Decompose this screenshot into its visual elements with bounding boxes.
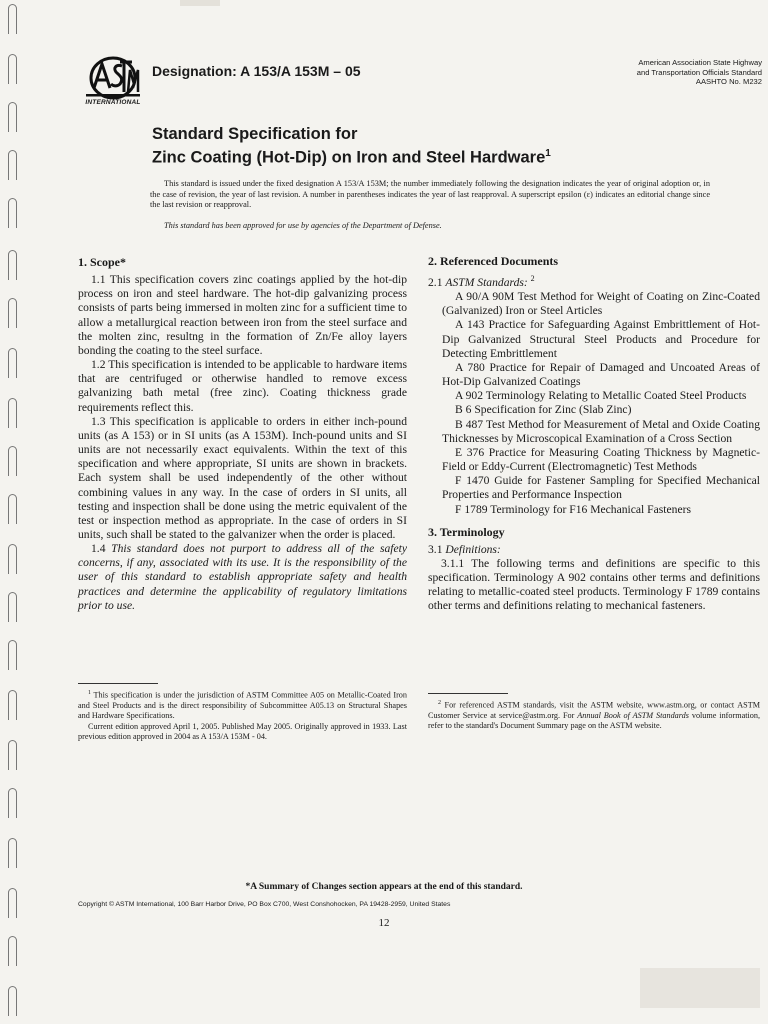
binding-mark — [8, 348, 17, 378]
reference-item: E 376 Practice for Measuring Coating Thickness by Magnetic-Field or Eddy-Current (Electromagnetic) Test Methods — [442, 445, 760, 474]
binding-mark — [8, 446, 17, 476]
binding-mark — [8, 690, 17, 720]
left-column — [78, 255, 407, 613]
binding-mark — [8, 544, 17, 574]
scan-speck — [180, 0, 220, 6]
reference-item: A 90/A 90M Test Method for Weight of Coating on Zinc-Coated (Galvanized) Iron or Steel Articles — [442, 290, 760, 318]
subsection-number: 2.1 — [428, 276, 443, 290]
scope-heading: 1. Scope* — [78, 255, 126, 269]
reference-item: F 1470 Guide for Fastener Sampling for Specified Mechanical Properties and Performance Inspection — [442, 474, 760, 502]
footnote-text — [428, 698, 760, 732]
standard-notice — [150, 179, 710, 211]
scope-paragraph: 1.1 This specification covers zinc coatings applied by the hot-dip process on iron and steel hardware. The hot-dip galvanizing process consists of parts being immersed in molten zinc for a sufficient time to allow a metallurgical reaction between iron from the steel surface and the molten zinc, resultng in the formation of Zn/Fe alloy layers bonding the coating to the steel surface. — [78, 273, 407, 357]
footnote-mark: 2 — [438, 700, 441, 706]
binding-mark — [8, 4, 17, 34]
scope-paragraph — [78, 542, 407, 613]
subsection-label: ASTM Standards: — [445, 276, 528, 290]
aashto-block — [532, 58, 762, 87]
footnote-rule — [428, 693, 508, 694]
title-line-2 — [152, 144, 551, 168]
logo-subtext: INTERNATIONAL — [85, 99, 141, 106]
footnote-body: For referenced ASTM standards, visit the ASTM website, www.astm.org, or contact ASTM Customer Service at service@astm.org. For — [428, 700, 761, 721]
document-title — [152, 125, 551, 168]
summary-note: *A Summary of Changes section appears at the end of this standard. — [245, 882, 523, 892]
reference-item: B 6 Specification for Zinc (Slab Zinc) — [455, 403, 632, 417]
right-column — [428, 254, 760, 614]
footnote-body: This specification is under the jurisdiction of ASTM Committee A05 on Metallic-Coated Iron and Steel Products and is the direct responsibility of Subcommittee A05.13 on Structural Shapes and Hardware Specifications. — [78, 690, 407, 721]
footnote-body: volume information, refer to the standard's Document Summary page on the ASTM website. — [428, 711, 761, 731]
binding-mark — [8, 494, 17, 524]
binding-mark — [8, 150, 17, 180]
aashto-line: American Association State Highway — [638, 58, 762, 67]
notice-text: This standard is issued under the fixed designation A 153/A 153M; the number immediately following the designation indicates the year of original adoption or, in the case of revision, the year of last revision. A number in parentheses indicates the year of last reapproval. A superscript epsilon (ε) indicates an editorial change since the last revision or reapproval. — [150, 179, 710, 210]
binding-mark — [8, 888, 17, 918]
reference-item: A 780 Practice for Repair of Damaged and Uncoated Areas of Hot-Dip Galvanized Coatings — [442, 360, 760, 389]
binding-mark — [8, 838, 17, 868]
footnote-mark: 1 — [88, 690, 91, 696]
binding-mark — [8, 592, 17, 622]
footnote-mark: 2 — [530, 274, 535, 284]
binding-mark — [8, 102, 17, 132]
reference-item: F 1789 Terminology for F16 Mechanical Fasteners — [455, 502, 691, 516]
aashto-line: and Transportation Officials Standard — [636, 67, 762, 77]
safety-statement: This standard does not purport to address all of the safety concerns, if any, associated with its use. It is the responsibility of the user of this standard to establish appropriate safety and health practices and determine the applicability of regulatory limitations prior to use. — [78, 542, 407, 612]
definitions-label — [428, 543, 760, 557]
footnote-text: Current edition approved April 1, 2005. Published May 2005. Originally approved in 1933. Last previous edition approved in 2004 as A 153/A 153M - 04. — [78, 721, 407, 741]
binding-mark — [8, 788, 17, 818]
scope-paragraph: 1.3 This specification is applicable to orders in either inch-pound units (as A 153) or in SI units (as A 153M). Inch-pound units and SI units are not necessarily exact equivalents. Within the text of this specification and where appropriate, SI units are shown in brackets. Each system shall be used independently of the other without combining values in any way. In the case of orders in SI units, all testing and inspection shall be done using the metric equivalent of the test or inspection method as appropriate. In the case of orders in SI units, such shall be stated to the galvanizer when the order is placed. — [78, 414, 407, 541]
page-number: 12 — [378, 917, 390, 929]
binding-mark — [8, 198, 17, 228]
approval-note: This standard has been approved for use by agencies of the Department of Defense. — [164, 221, 442, 230]
reference-item: A 902 Terminology Relating to Metallic Coated Steel Products — [455, 389, 747, 403]
aashto-line: AASHTO No. M232 — [695, 77, 762, 86]
title-text: Zinc Coating (Hot-Dip) on Iron and Steel Hardware — [152, 148, 546, 167]
binding-marks — [8, 0, 22, 1024]
footnote-2 — [428, 698, 760, 732]
astm-standards-label — [428, 272, 760, 290]
reference-item: B 487 Test Method for Measurement of Metal and Oxide Coating Thicknesses by Microscopical Examination of a Cross Section — [442, 417, 760, 445]
binding-mark — [8, 936, 17, 966]
binding-mark — [8, 740, 17, 770]
paragraph-number: 1.4 — [91, 542, 106, 556]
binding-mark — [8, 398, 17, 428]
terminology-paragraph: 3.1.1 The following terms and definitions are specific to this specification. Terminology A 902 contains other terms and definitions relating to metallic-coated steel products. Terminology F 1789 contains other terms and definitions relating to mechanical fasteners. — [428, 556, 760, 613]
scan-speck — [640, 968, 760, 1008]
binding-mark — [8, 640, 17, 670]
footnote-rule — [78, 683, 158, 684]
copyright-line: Copyright © ASTM International, 100 Barr Harbor Drive, PO Box C700, West Conshohocken, PA 19428-2959, United States — [78, 901, 451, 908]
subsection-number: 3.1 — [428, 542, 443, 556]
terminology-heading: 3. Terminology — [428, 524, 505, 539]
references-heading: 2. Referenced Documents — [428, 254, 559, 268]
title-line-1: Standard Specification for — [152, 125, 358, 143]
footnote-italic: Annual Book of ASTM Standards — [577, 711, 689, 721]
subsection-label: Definitions: — [445, 542, 501, 556]
binding-mark — [8, 54, 17, 84]
designation: Designation: A 153/A 153M – 05 — [152, 63, 361, 79]
scope-paragraph: 1.2 This specification is intended to be applicable to hardware items that are centrifuged or otherwise handled to remove excess galvanizing bath metal (free zinc). Coating thickness grade requirements reflect this. — [78, 358, 407, 414]
footnote-1 — [78, 688, 407, 742]
binding-mark — [8, 298, 17, 328]
footnote-text — [78, 688, 407, 722]
binding-mark — [8, 986, 17, 1016]
binding-mark — [8, 250, 17, 280]
title-footnote-mark: 1 — [545, 148, 551, 159]
reference-item: A 143 Practice for Safeguarding Against Embrittlement of Hot-Dip Galvanized Structural Steel Products and Procedure for Detecting Embrittlement — [442, 318, 760, 360]
